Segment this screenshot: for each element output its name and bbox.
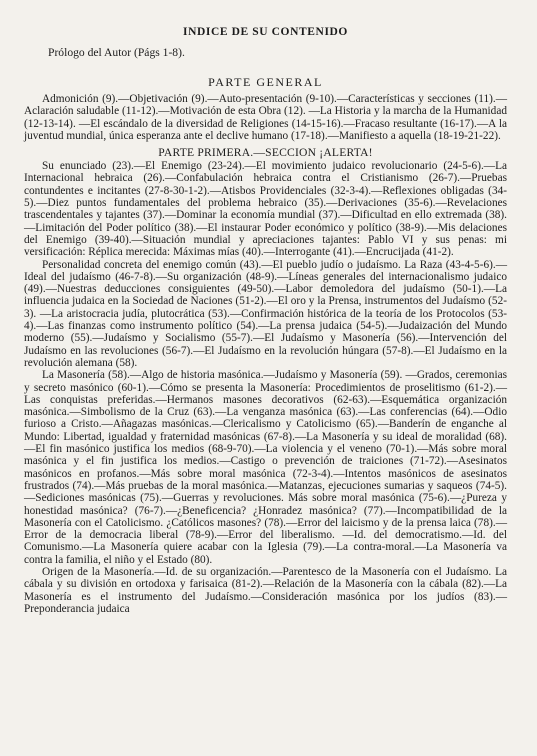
part-general-heading: PARTE GENERAL (208, 75, 323, 89)
prologue-entry: Prólogo del Autor (Págs 1-8). (48, 46, 185, 59)
part-one-heading: PARTE PRIMERA.—SECCION ¡ALERTA! (158, 146, 373, 160)
part-one-paragraph-1: Su enunciado (23).—El Enemigo (23-24).—El movimiento judaico revolucionario (24-5-6).—La Internacional hebraica (26).—Confabulación hebraica contra el Cristianismo (26-7).—Pruebas contundentes e incitantes (27-8-30-1-2).—Atisbos Providenciales (32-3-4).—Reflexiones obligadas (34-5).—Diez puntos fundamentales del problema hebraico (35).—Derivaciones (35-6).—Revelaciones trascendentales y tajantes (37).—Dominar la economía mundial (37).—Dificultad en ello extremada (38).—Limitación del Poder político (38).—El instaurar Poder económico y político (38-9).—Mis delaciones del Enemigo (39-40).—Situación mundial y apreciaciones tajantes: Pablo VI y sus penas: mi versificación: Réplica merecida: Máximas mías (40).—Interrogante (41).—Encrucijada (41-2). (24, 160, 507, 259)
part-general-paragraph: Admonición (9).—Objetivación (9).—Auto-presentación (9-10).—Características y secciones (11).—Aclaración saludable (11-12).—Motivación de esta Obra (12). —La Historia y la marcha de la Humanidad (12-13-14). —El escándalo de la diversidad de Religiones (14-15-16).—Fracaso resultante (16-17).—A la juventud mundial, única esperanza ante el declive humano (17-18).—Manifiesto a aquella (18-19-21-22). (24, 93, 507, 142)
index-title: INDICE DE SU CONTENIDO (183, 26, 348, 38)
part-one-paragraph-2: Personalidad concreta del enemigo común (43).—El pueblo judío o judaísmo. La Raza (43-4-5-6).—Ideal del judaísmo (46-7-8).—Su organización (48-9).—Líneas generales del internacionalismo judaico (49).—Nuestras deducciones consiguientes (49-50).—Labor demoledora del judaísmo (50-1).—La influencia judaica en la Sociedad de Naciones (51-2).—El oro y la Prensa, instrumentos del Judaísmo (52-3). —La aristocracia judía, plutocrática (53).—Confirmación histórica de la teoría de los Protocolos (53-4).—Las finanzas como instrumento político (54).—La prensa judaica (54-5).—Judaización del Mundo moderno (55).—Judaísmo y Socialismo (55-7).—El Judaísmo y Masonería (56).—Intervención del Judaísmo en las revoluciones (56-7).—El Judaísmo en la revolución húngara (57-8).—El Judaísmo en la revolución alemana (58). (24, 258, 507, 369)
part-one-paragraph-3: La Masonería (58).—Algo de historia masónica.—Judaísmo y Masonería (59). —Grados, ceremonias y secreto masónico (60-1).—Cómo se presenta la Masonería: Procedimientos de proselitismo (61-2).—Las conquistas preferidas.—Hermanos masones decorativos (62-63).—Esquemática organización masónica.—Simbolismo de la Cruz (63).—La venganza masónica (63).—Las conferencias (64).—Odio furioso a Cristo.—Añagazas masónicas.—Clericalismo y Catolicismo (65).—Banderín de enganche al Mundo: Libertad, igualdad y fraternidad masónicas (67-8).—La Masonería y su ideal de moralidad (68).—El fin masónico justifica los medios (68-9-70).—La violencia y el veneno (70-1).—Más sobre moral masónica y el fin justifica los medios.—Castigo o prevención de traiciones (71-72).—Asesinatos masónicos en profanos.—Más sobre moral masónica (72-3-4).—Intentos masónicos de asesinatos frustrados (74).—Más pruebas de la moral masónica.—Matanzas, ejecuciones sumarias y saqueos (74-5).—Sediciones masónicas (75).—Guerras y revoluciones. Más sobre moral masónica (75-6).—¿Pureza y honestidad masónica? (76-7).—¿Beneficencia? ¿Honradez masónica? (77).—Incompatibilidad de la Masonería con el Catolicismo. ¿Católicos masones? (78).—Error del laicismo y de la prensa laica (78).—Error de la democracia liberal (78-9).—Error del liberalismo. —Id. del democratismo.—Id. del Comunismo.—La Masonería quiere acabar con la Iglesia (79).—La contra-moral.—La Masonería va contra la familia, el niño y el Estado (80). (24, 369, 507, 566)
part-one-paragraph-4: Origen de la Masonería.—Id. de su organización.—Parentesco de la Masonería con el Judaísmo. La cábala y su división en ortodoxa y farisaica (81-2).—Relación de la Masonería con la cábala (82).—La Masonería es el instrumento del Judaísmo.—Consideración masónica por los judíos (83).—Preponderancia judaica (24, 565, 507, 615)
